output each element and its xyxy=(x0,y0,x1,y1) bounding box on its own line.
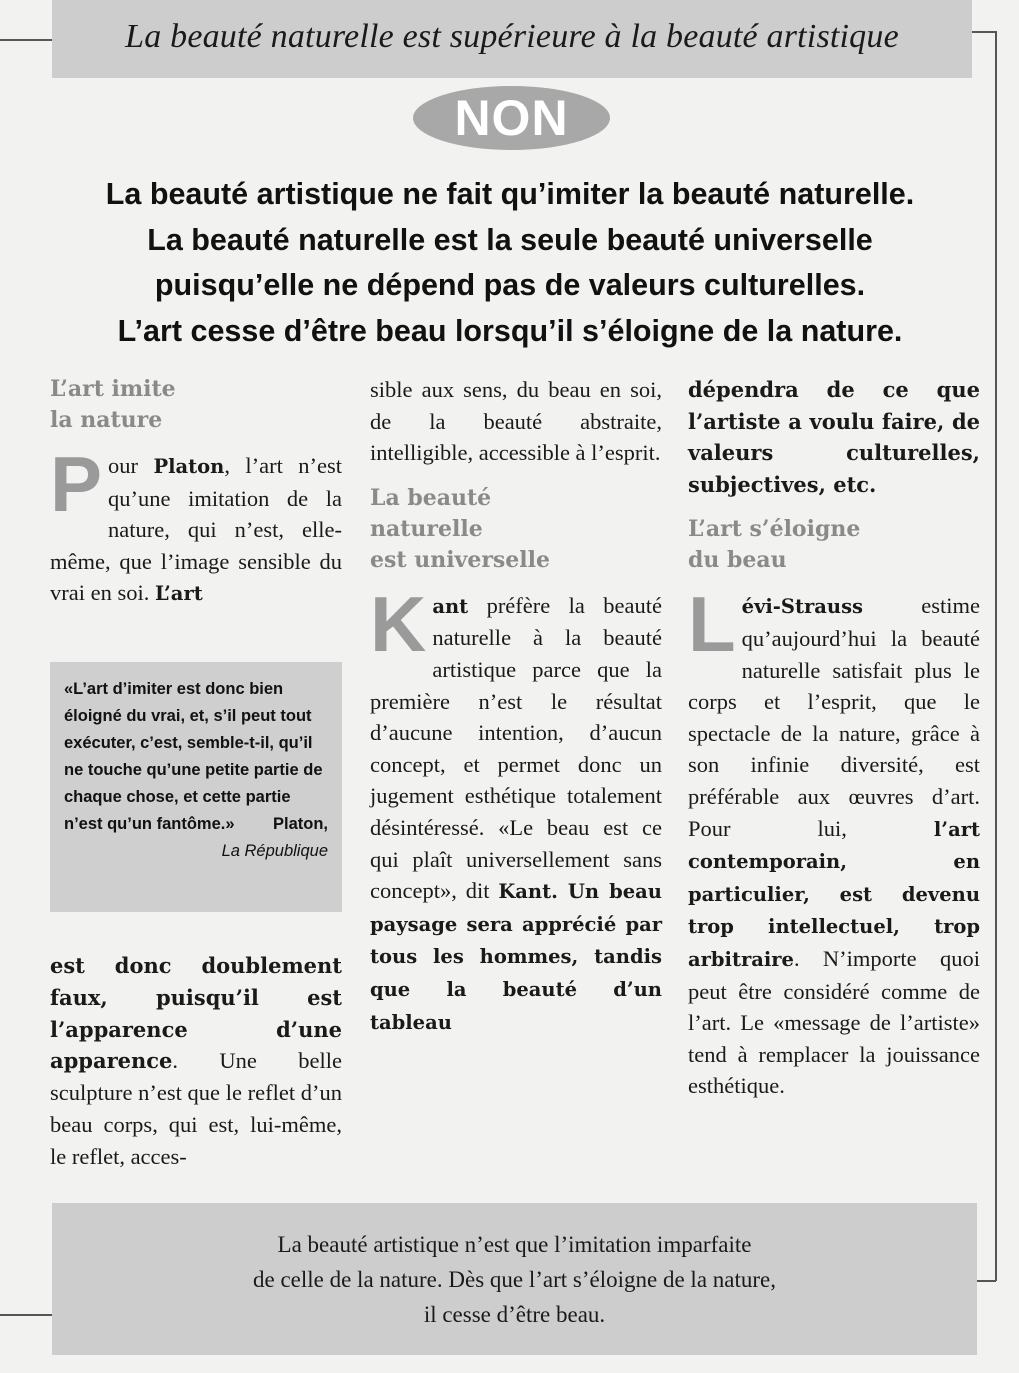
paragraph-kant: Kant préfère la beauté naturelle à la beauté artistique parce que la première n’est le résultat d’aucune intention, d’aucun concept, et permet donc un jugement esthétique totalement désintéressé. «Le beau est ce qui plaît universellement sans concept», dit Kant. Un beau paysage sera apprécié par tous les hommes, tandis que la beauté d’un tableau xyxy=(370,579,662,1034)
section-heading-beaute-universelle: La beauté naturelle est universelle xyxy=(370,484,551,573)
dropcap-p: P xyxy=(50,440,103,528)
thesis-line: L’art cesse d’être beau lorsqu’il s’éloigne de la nature. xyxy=(117,313,903,348)
frame-line-top-right xyxy=(972,31,996,33)
dropcap-l: L xyxy=(688,580,736,669)
conclusion-line: il cesse d’être beau. xyxy=(423,1301,606,1327)
paragraph-carry-beau: sible aux sens, du beau en soi, de la beauté abstraite, intelligible, accessible à l’esprit. xyxy=(370,377,662,466)
paragraph-platon-intro: Pour Platon, l’art n’est qu’une imitation de la nature, qui n’est, elle-même, que l’image sensible du vrai en soi. L’art xyxy=(50,440,342,606)
column-1 xyxy=(50,374,342,610)
header-band xyxy=(52,0,972,78)
frame-line-right xyxy=(995,31,997,1281)
non-badge: NON xyxy=(413,86,610,150)
paragraph-art-faux: est donc doublement faux, puisqu’il est l’apparence d’une apparence. Une belle sculpture n’est que le reflet d’un beau corps, qui est, lui-même, le reflet, acces- xyxy=(50,953,342,1169)
conclusion-line: de celle de la nature. Dès que l’art s’éloigne de la nature, xyxy=(252,1266,776,1292)
column-1-lower xyxy=(50,950,342,1173)
conclusion-box xyxy=(52,1203,977,1355)
column-2 xyxy=(370,374,662,1038)
quote-author: Platon, xyxy=(272,815,328,833)
thesis-statement xyxy=(30,172,990,354)
column-3 xyxy=(688,374,980,1102)
section-heading-art-eloigne: L’art s’éloigne du beau xyxy=(688,516,861,574)
quote-text: «L’art d’imiter est donc bien éloigné du vrai, et, s’il peut tout exécuter, c’est, semble-t-il, qu’il ne touche qu’une petite partie de chaque chose, et cette partie n’est qu’un fantôme.» xyxy=(64,680,323,833)
page-title: La beauté naturelle est supérieure à la beauté artistique xyxy=(125,18,899,55)
paragraph-levi-strauss: Lévi-Strauss estime qu’aujourd’hui la beauté naturelle satisfait plus le corps et l’esprit, que le spectacle de la nature, grâce à son infinie diversité, est préférable aux œuvres d’art. Pour lui, l’art contemporain, en particulier, est devenu trop intellectuel, trop arbitraire. N’importe quoi peut être considéré comme de l’art. Le «message de l’artiste» tend à remplacer la jouissance esthétique. xyxy=(688,580,980,1099)
quote-box-platon xyxy=(50,662,342,912)
dropcap-k: K xyxy=(370,579,427,668)
frame-line-bottom-left xyxy=(0,1314,52,1316)
conclusion-line: La beauté artistique n’est que l’imitation imparfaite xyxy=(277,1231,752,1257)
frame-line-top-left xyxy=(0,39,52,41)
thesis-line: La beauté naturelle est la seule beauté universelle xyxy=(147,222,873,257)
quote-work: La République xyxy=(221,842,328,860)
thesis-line: puisqu’elle ne dépend pas de valeurs culturelles. xyxy=(154,268,866,302)
section-heading-art-imite: L’art imite la nature xyxy=(50,376,176,433)
frame-line-bottom-right xyxy=(977,1280,996,1282)
thesis-line: La beauté artistique ne fait qu’imiter la beauté naturelle. xyxy=(105,177,915,211)
name-platon: Platon xyxy=(153,455,225,478)
paragraph-carry-depend: dépendra de ce que l’artiste a voulu faire, de valeurs culturelles, subjectives, etc. xyxy=(688,377,980,497)
name-levi-strauss: évi-Strauss xyxy=(741,595,864,619)
name-kant: ant xyxy=(432,594,469,618)
